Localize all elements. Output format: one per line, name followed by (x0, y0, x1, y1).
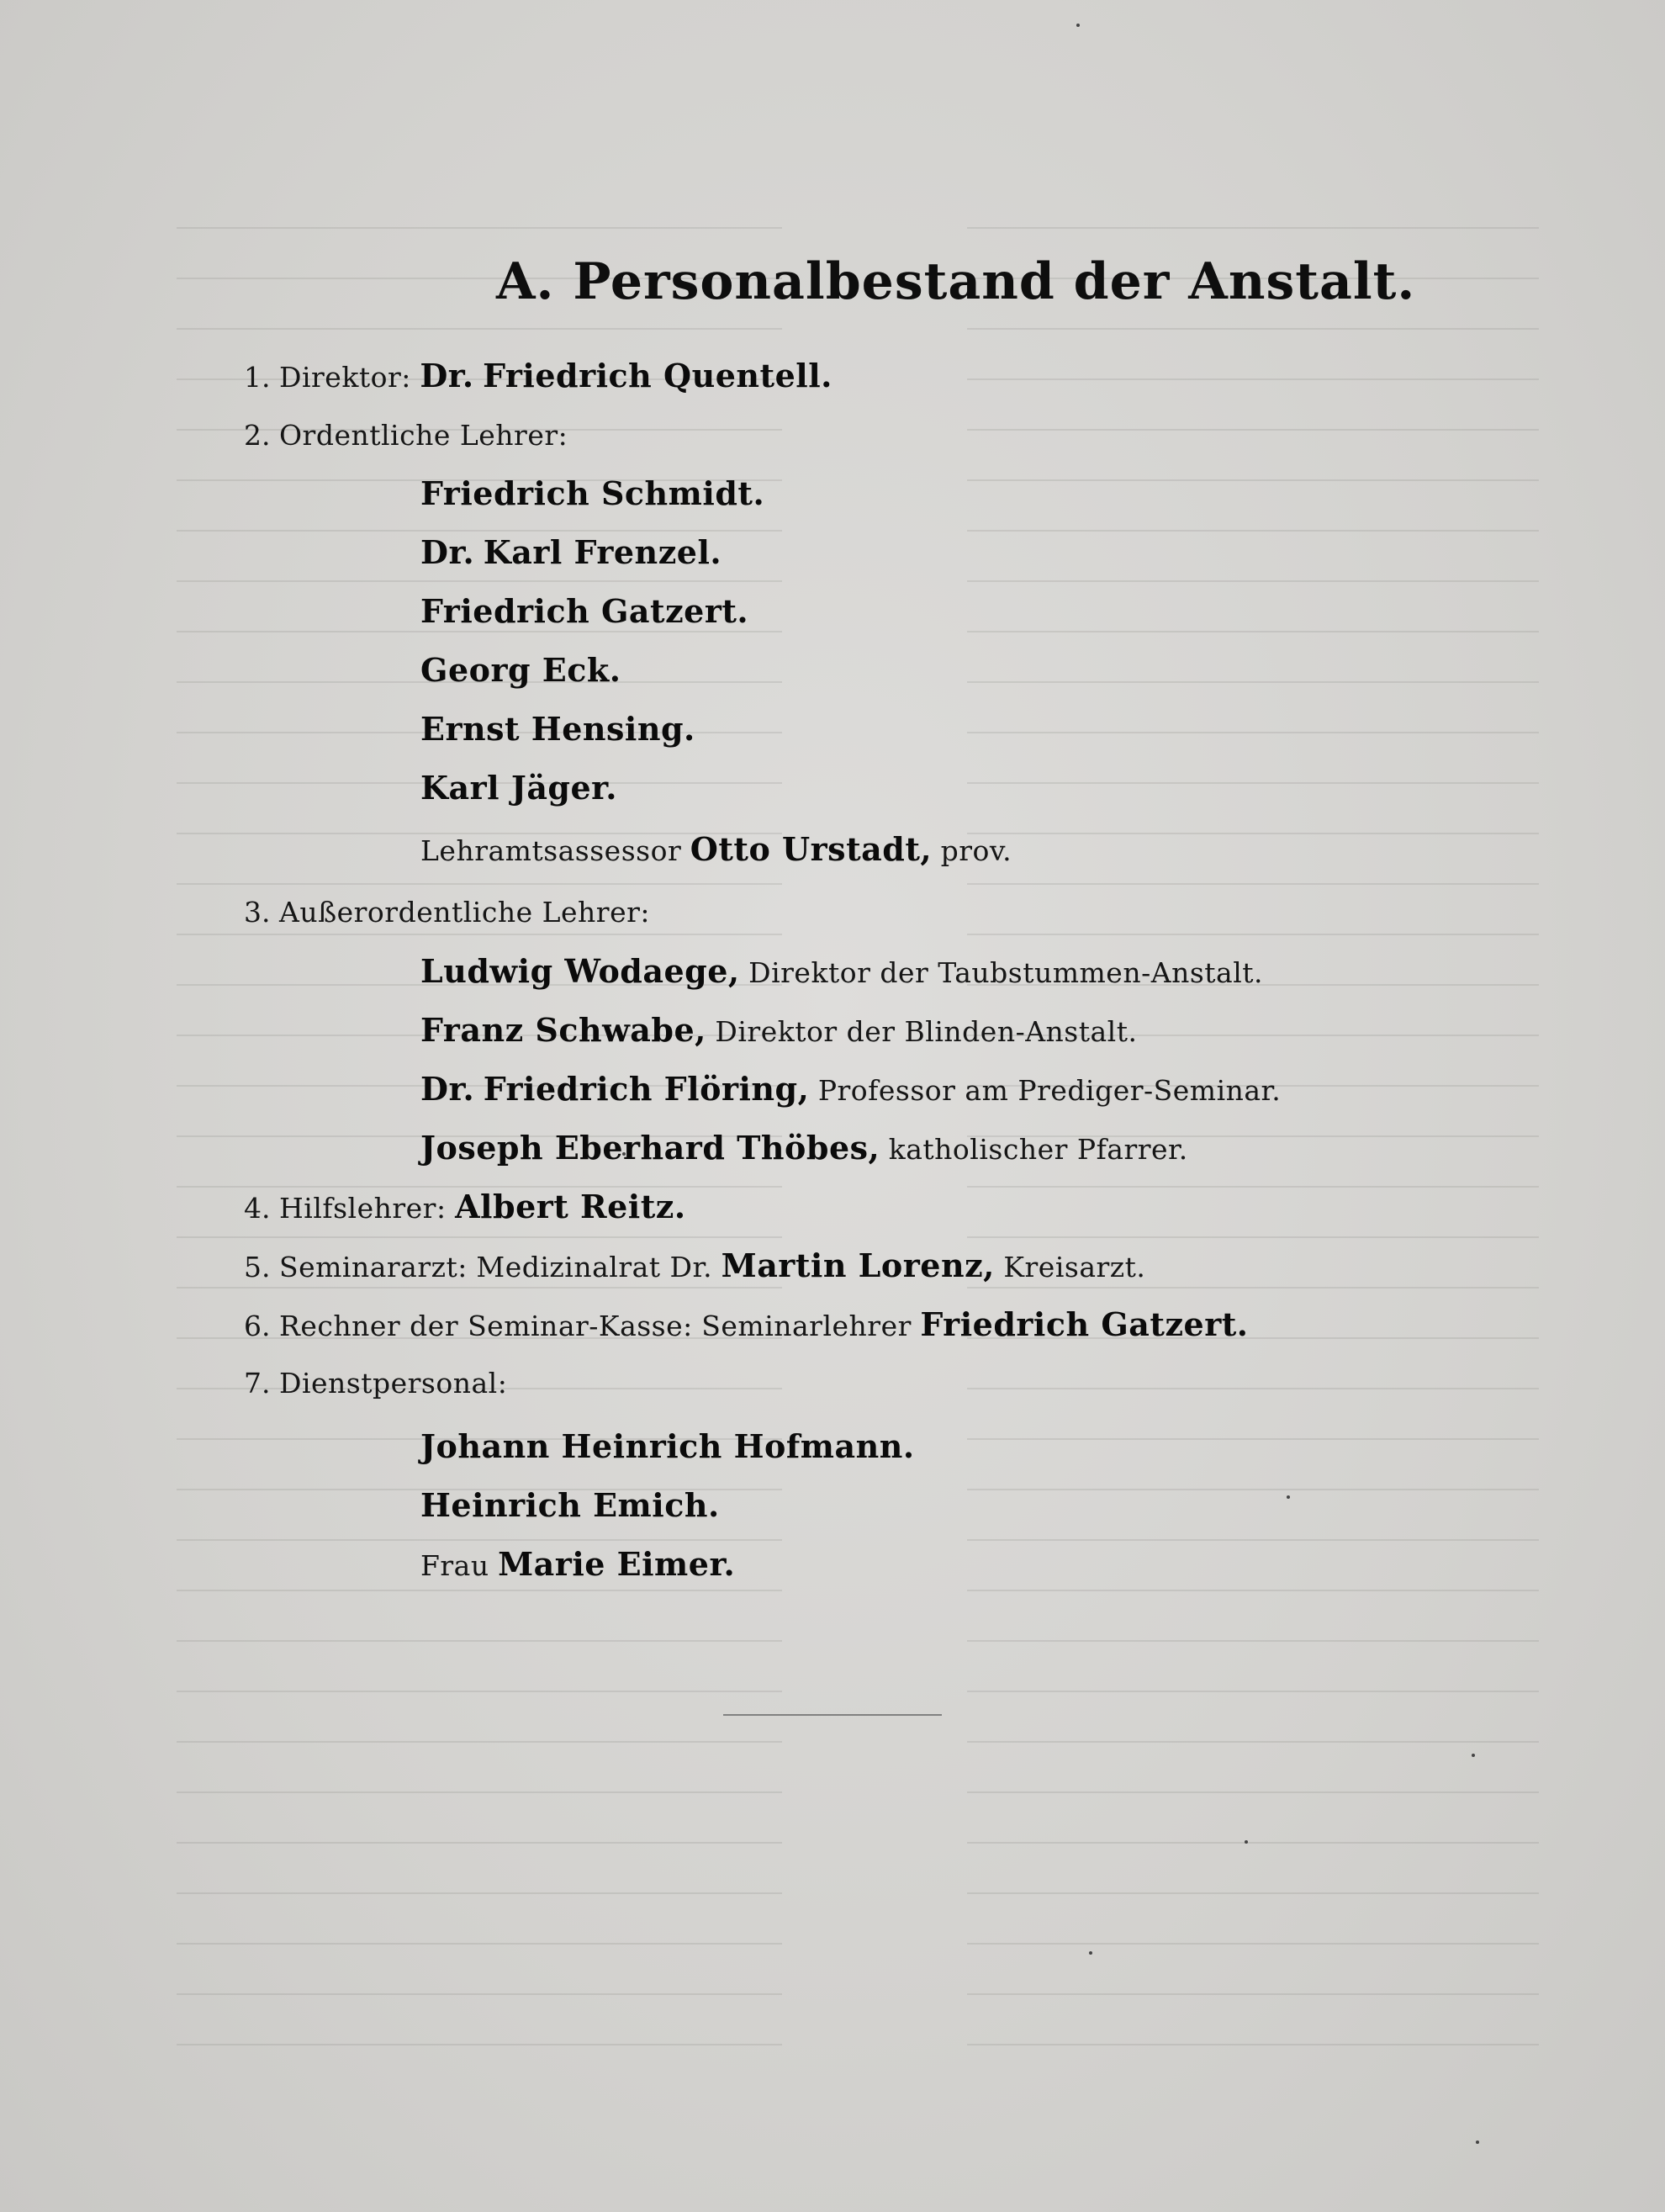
list-item (420, 651, 621, 689)
section-number: 6. (244, 1310, 271, 1342)
person-name: Karl Frenzel. (483, 533, 722, 571)
person-name: Friedrich Schmidt. (420, 474, 765, 512)
person-suffix: Kreisarzt. (1003, 1251, 1146, 1283)
section-number: 3. (244, 896, 271, 929)
person-prefix: Frau (420, 1549, 489, 1582)
person-name: Marie Eimer. (498, 1545, 736, 1583)
section-number: 2. (244, 419, 271, 452)
section-regular-teachers (244, 419, 568, 452)
list-item (420, 712, 695, 748)
person-prefix: Seminarlehrer (701, 1310, 912, 1342)
person-name: Joseph Eberhard Thöbes, (420, 1129, 880, 1167)
list-item (420, 1545, 736, 1583)
section-label: Ordentliche Lehrer: (279, 419, 568, 452)
section-number: 1. (244, 361, 271, 394)
list-item (420, 533, 722, 571)
person-role: katholischer Pfarrer. (888, 1133, 1188, 1166)
person-prefix: Dr. (420, 357, 474, 394)
person-role: Direktor der Taubstummen-Anstalt. (748, 956, 1263, 989)
person-name: Karl Jäger. (420, 769, 617, 807)
person-prefix: Medizinalrat Dr. (476, 1251, 713, 1283)
list-item (420, 1427, 915, 1465)
section-number: 5. (244, 1251, 271, 1283)
person-name: Johann Heinrich Hofmann. (420, 1427, 915, 1465)
person-name: Albert Reitz. (455, 1188, 686, 1225)
person-prefix: Lehramtsassessor (420, 834, 682, 867)
section-seminary-doctor (244, 1246, 1146, 1284)
person-name: Georg Eck. (420, 651, 621, 689)
section-assistant-teacher (244, 1190, 686, 1225)
section-label: Hilfslehrer: (279, 1192, 447, 1225)
person-name: Ludwig Wodaege, (420, 952, 740, 990)
section-staff (244, 1367, 507, 1400)
person-role: Professor am Prediger-Seminar. (817, 1074, 1282, 1107)
person-prefix: Dr. (420, 533, 475, 571)
person-role: Direktor der Blinden-Anstalt. (715, 1015, 1138, 1048)
person-name: Heinrich Emich. (420, 1486, 720, 1524)
list-item (420, 1131, 1188, 1167)
person-prefix: Dr. (420, 1070, 475, 1108)
section-label: Seminararzt: (279, 1251, 468, 1283)
section-number: 4. (244, 1192, 271, 1225)
list-item (420, 1013, 1137, 1049)
section-number: 7. (244, 1367, 271, 1400)
list-item (420, 1072, 1281, 1108)
person-name: Otto Urstadt, (690, 830, 933, 868)
section-label: Dienstpersonal: (279, 1367, 508, 1400)
section-label: Direktor: (279, 361, 411, 394)
person-name: Ernst Hensing. (420, 710, 695, 748)
person-name: Friedrich Gatzert. (420, 592, 749, 630)
person-name: Franz Schwabe, (420, 1011, 706, 1049)
list-item (420, 474, 765, 512)
person-name: Friedrich Quentell. (483, 357, 832, 394)
person-name: Friedrich Gatzert. (920, 1305, 1249, 1343)
section-director (244, 359, 832, 394)
section-label: Außerordentliche Lehrer: (279, 896, 650, 929)
person-name: Martin Lorenz, (721, 1246, 995, 1284)
list-item (420, 592, 749, 630)
list-item (420, 830, 1012, 868)
list-item (420, 1486, 720, 1524)
person-name: Friedrich Flöring, (483, 1070, 810, 1108)
page-title: A. Personalbestand der Anstalt. (496, 252, 1416, 311)
section-treasurer (244, 1305, 1249, 1343)
list-item (420, 952, 1263, 990)
person-suffix: prov. (940, 834, 1012, 867)
list-item (420, 771, 617, 807)
section-label: Rechner der Seminar-Kasse: (279, 1310, 693, 1342)
section-extraordinary-teachers (244, 896, 650, 929)
